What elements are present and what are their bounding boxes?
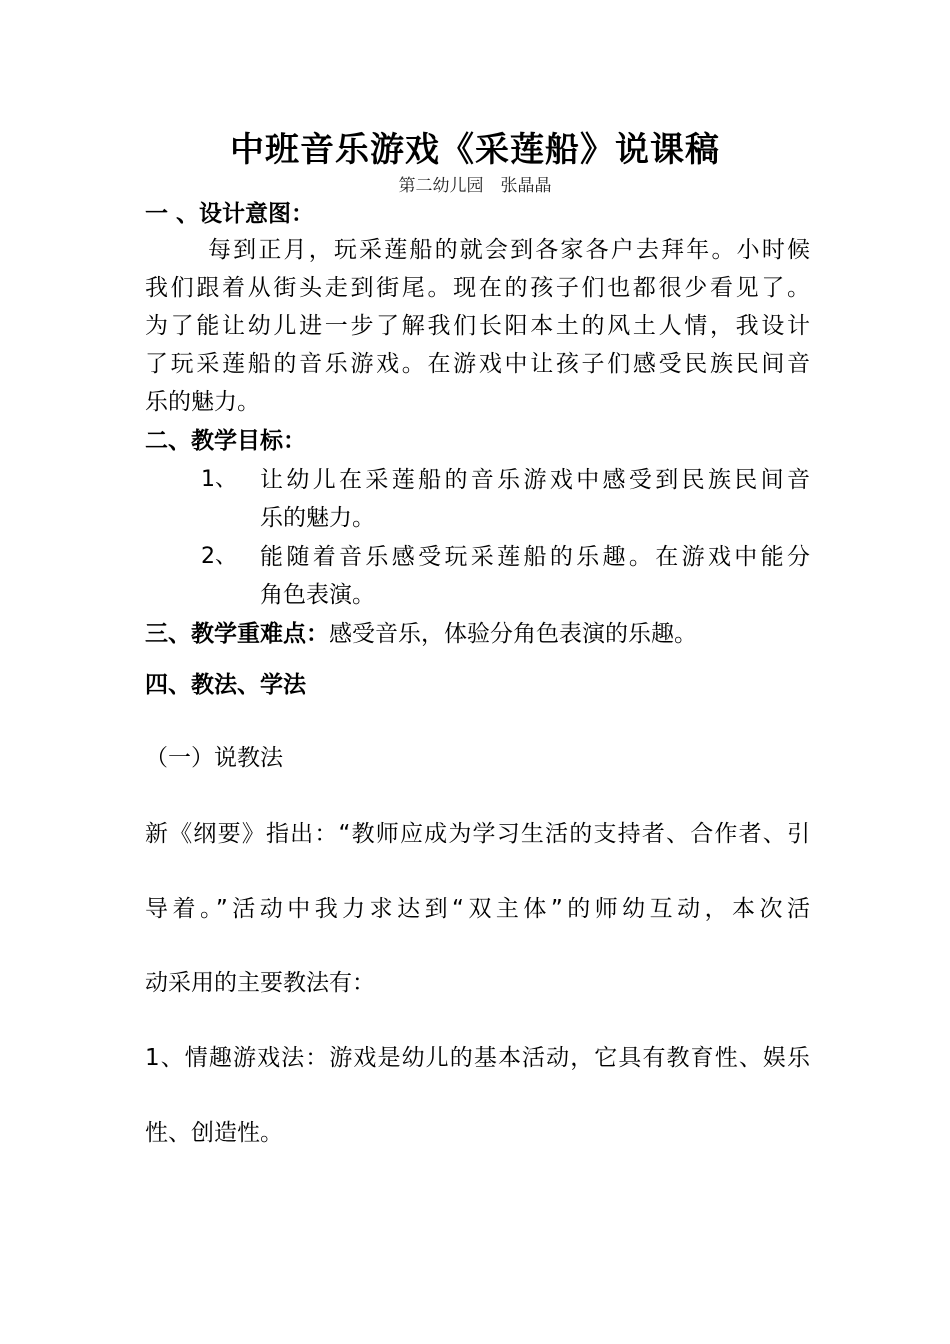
paragraph-line: 每到正月，玩采莲船的就会到各家各户去拜年。小时候 (208, 237, 810, 263)
sub-heading-teaching-method: （一）说教法 (145, 745, 283, 771)
section-key-points (145, 615, 810, 653)
paragraph-line: 了玩采莲船的音乐游戏。在游戏中让孩子们感受民族民间音 (145, 351, 810, 377)
list-item-text: 角色表演。 (260, 582, 375, 608)
paragraph-line: 性、创造性。 (145, 1120, 283, 1146)
paragraph-line: 导着。”活动中我力求达到“双主体”的师幼互动，本次活 (145, 896, 810, 922)
section-heading-methods: 四、教法、学法 (145, 672, 306, 698)
paragraph-line: 乐的魅力。 (145, 389, 260, 415)
list-item-text: 乐的魅力。 (260, 505, 375, 531)
section-heading-teaching-goals: 二、教学目标： (145, 428, 306, 454)
paragraph-line: 新《纲要》指出：“教师应成为学习生活的支持者、合作者、引 (145, 821, 810, 847)
paragraph-line: 为了能让幼儿进一步了解我们长阳本土的风土人情，我设计 (145, 313, 810, 339)
section-heading-key-points: 三、教学重难点： (145, 621, 329, 647)
list-item-text: 让幼儿在采莲船的音乐游戏中感受到民族民间音 (260, 467, 810, 493)
list-item-number: 2、 (201, 544, 237, 569)
list-item-text: 能随着音乐感受玩采莲船的乐趣。在游戏中能分 (260, 544, 810, 570)
section-heading-design-intent: 一 、设计意图： (145, 201, 315, 227)
list-item-number: 1、 (201, 467, 237, 492)
document-title: 中班音乐游戏《采莲船》说课稿 (230, 130, 720, 170)
paragraph-line: 1、情趣游戏法：游戏是幼儿的基本活动，它具有教育性、娱乐 (145, 1045, 810, 1071)
paragraph-line: 动采用的主要教法有： (145, 970, 375, 996)
author-line: 第二幼儿园 张晶晶 (398, 176, 552, 196)
paragraph-line: 我们跟着从街头走到街尾。现在的孩子们也都很少看见了。 (145, 275, 810, 301)
key-points-text: 感受音乐，体验分角色表演的乐趣。 (329, 621, 697, 647)
